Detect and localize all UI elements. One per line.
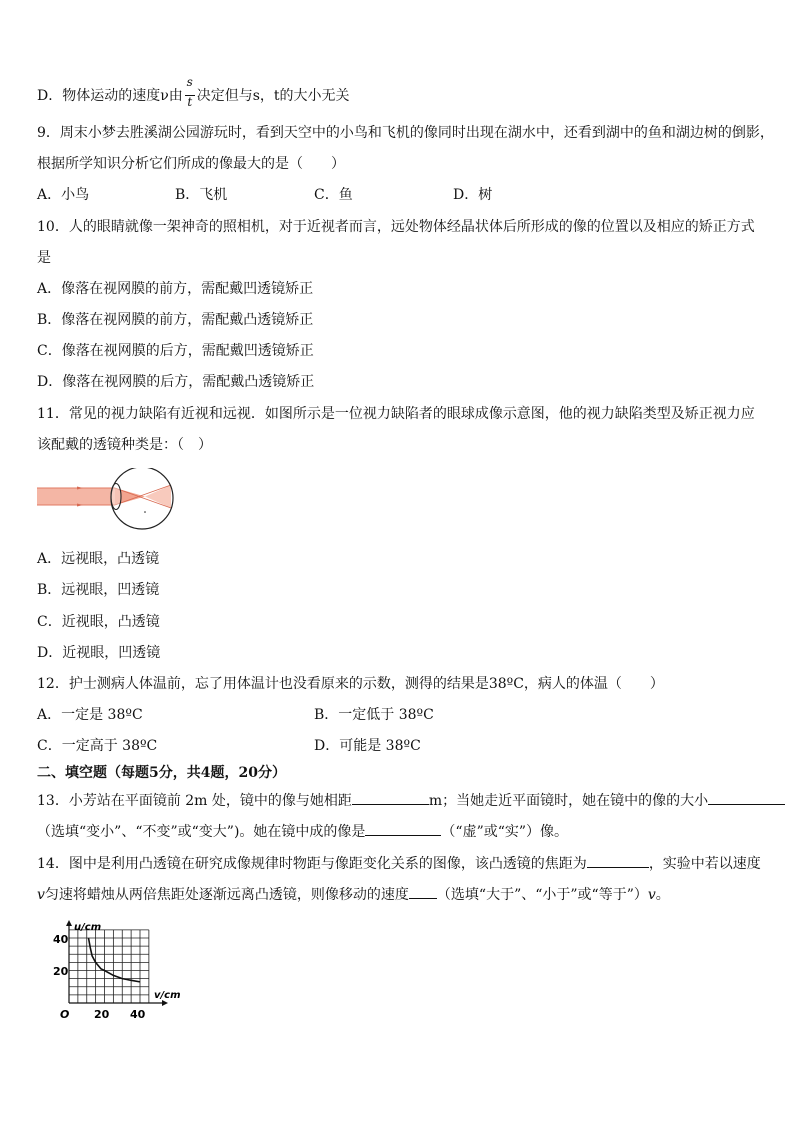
q12-option-b[interactable]: B．一定低于 38ºC: [314, 707, 434, 723]
q9-stem-line1: 9．周末小梦去胜溪湖公园游玩时，看到天空中的小鸟和飞机的像同时出现在湖水中，还看到湖中的鱼和湖边树的倒影，: [37, 125, 774, 141]
q12-stem: 12．护士测病人体温前，忘了用体温计也没看原来的示数，测得的结果是38ºC，病人的体温（ ）: [37, 676, 664, 692]
q13-blank-3[interactable]: [365, 821, 441, 836]
uv-chart: [40, 920, 200, 1030]
q11-option-c[interactable]: C．近视眼，凸透镜: [37, 614, 160, 630]
q9-option-a[interactable]: A．小鸟: [37, 187, 90, 203]
y-tick-label-40: 40: [53, 933, 69, 946]
q11-option-b[interactable]: B．远视眼，凹透镜: [37, 582, 160, 598]
crystalline-lens: [111, 484, 121, 510]
x-axis-label: v/cm: [154, 990, 181, 1001]
fraction-s-over-t: $\frac{s}{t}$: [186, 75, 193, 109]
section-title: 二、填空题（每题5分，共4题，20分）: [37, 765, 286, 781]
q14-line1: 14．图中是利用凸透镜在研究成像规律时物距与像距变化关系的图像，该凸透镜的焦距为 ，实验中若以速度: [37, 853, 761, 874]
y-tick-label-20: 20: [53, 965, 69, 978]
light-beam: [37, 485, 171, 508]
chart-grid: [69, 930, 149, 1003]
q13-line1: 13．小芳站在平面镜前 2m 处，镜中的像与她相距 m；当她走近平面镜时，她在镜中的像的大小: [37, 790, 785, 811]
y-axis-label: u/cm: [74, 922, 102, 933]
q12-option-d[interactable]: D．可能是 38ºC: [314, 738, 421, 754]
q9-option-b[interactable]: B．飞机: [175, 187, 228, 203]
q12-option-c[interactable]: C．一定高于 38ºC: [37, 738, 158, 754]
q9-stem-line2: 根据所学知识分析它们所成的像最大的是（ ）: [37, 156, 345, 172]
x-tick-label-40: 40: [130, 1008, 146, 1021]
uv-curve: [89, 938, 141, 982]
q10-stem-line1: 10．人的眼睛就像一架神奇的照相机，对于近视者而言，远处物体经晶状体后所形成的像的位置以及相应的矫正方式: [37, 219, 755, 235]
q10-stem-line2: 是: [37, 250, 51, 266]
q14-blank-2[interactable]: [409, 884, 437, 899]
q9-option-d[interactable]: D．树: [453, 187, 493, 203]
q12-option-a[interactable]: A．一定是 38ºC: [37, 707, 143, 723]
origin-label: O: [60, 1008, 70, 1021]
q11-option-a[interactable]: A．远视眼，凸透镜: [37, 551, 160, 567]
q11-stem-line2: 该配戴的透镜种类是：（ ）: [37, 437, 212, 453]
q10-option-a[interactable]: A．像落在视网膜的前方，需配戴凹透镜矫正: [37, 281, 314, 297]
q11-stem-line1: 11．常见的视力缺陷有近视和远视．如图所示是一位视力缺陷者的眼球成像示意图，他的视力缺陷类型及矫正视力应: [37, 406, 755, 422]
q10-option-d[interactable]: D．像落在视网膜的后方，需配戴凸透镜矫正: [37, 374, 315, 390]
q13-line2: （选填“变小”、“不变”或“变大”)。她在镜中成的像是 （“虚”或“实”）像。: [37, 821, 568, 842]
q11-option-d[interactable]: D．近视眼，凹透镜: [37, 645, 161, 661]
eye-diagram: [37, 468, 181, 530]
x-tick-label-20: 20: [94, 1008, 110, 1021]
q10-option-c[interactable]: C．像落在视网膜的后方，需配戴凹透镜矫正: [37, 343, 314, 359]
q13-blank-1[interactable]: [352, 790, 429, 805]
q10-option-b[interactable]: B．像落在视网膜的前方，需配戴凸透镜矫正: [37, 312, 314, 328]
y-axis-arrow: [66, 920, 72, 926]
q9-option-c[interactable]: C．鱼: [314, 187, 353, 203]
q14-blank-1[interactable]: [587, 853, 649, 868]
q14-line2: v匀速将蜡烛从两倍焦距处逐渐远离凸透镜，则像移动的速度 （选填“大于”、“小于”或“等于”）v。: [37, 884, 670, 905]
q13-blank-2[interactable]: [708, 790, 785, 805]
q8-option-d[interactable]: D．物体运动的速度ν由 $\frac{s}{t}$ 决定但与s，t的大小无关: [37, 75, 350, 109]
